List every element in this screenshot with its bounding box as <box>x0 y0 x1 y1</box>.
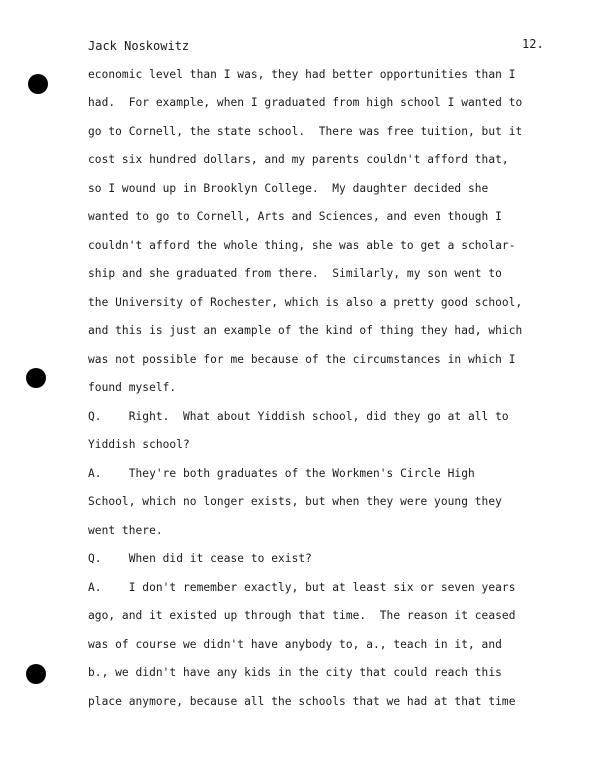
text-line: and this is just an example of the kind of thing they had, which <box>88 324 523 337</box>
text-line: place anymore, because all the schools that we had at that time <box>88 695 516 708</box>
binder-hole-top <box>28 74 48 94</box>
text-line: economic level than I was, they had better opportunities than I <box>88 68 516 81</box>
text-line: ship and she graduated from there. Similarly, my son went to <box>88 267 502 280</box>
text-line: found myself. <box>88 381 177 394</box>
text-line: went there. <box>88 524 163 537</box>
text-line: ago, and it existed up through that time. The reason it ceased <box>88 609 516 622</box>
text-line: was not possible for me because of the circumstances in which I <box>88 353 516 366</box>
page-number: 12. <box>522 37 544 51</box>
text-line: the University of Rochester, which is also a pretty good school, <box>88 296 523 309</box>
header-interviewee-name: Jack Noskowitz <box>88 39 190 53</box>
answer-line: A. I don't remember exactly, but at least six or seven years <box>88 581 516 594</box>
binder-hole-middle <box>26 368 46 388</box>
text-line: wanted to go to Cornell, Arts and Sciences, and even though I <box>88 210 502 223</box>
text-line: had. For example, when I graduated from high school I wanted to <box>88 96 523 109</box>
text-line: so I wound up in Brooklyn College. My daughter decided she <box>88 182 489 195</box>
text-line: Yiddish school? <box>88 438 190 451</box>
text-line: go to Cornell, the state school. There was free tuition, but it <box>88 125 523 138</box>
binder-hole-bottom <box>26 664 46 684</box>
text-line: couldn't afford the whole thing, she was able to get a scholar- <box>88 239 516 252</box>
question-line: Q. When did it cease to exist? <box>88 552 312 565</box>
text-line: cost six hundred dollars, and my parents couldn't afford that, <box>88 153 509 166</box>
text-line: was of course we didn't have anybody to, a., teach in it, and <box>88 638 502 651</box>
text-line: b., we didn't have any kids in the city that could reach this <box>88 666 502 679</box>
answer-line: A. They're both graduates of the Workmen's Circle High <box>88 467 475 480</box>
question-line: Q. Right. What about Yiddish school, did they go at all to <box>88 410 509 423</box>
text-line: School, which no longer exists, but when they were young they <box>88 495 502 508</box>
